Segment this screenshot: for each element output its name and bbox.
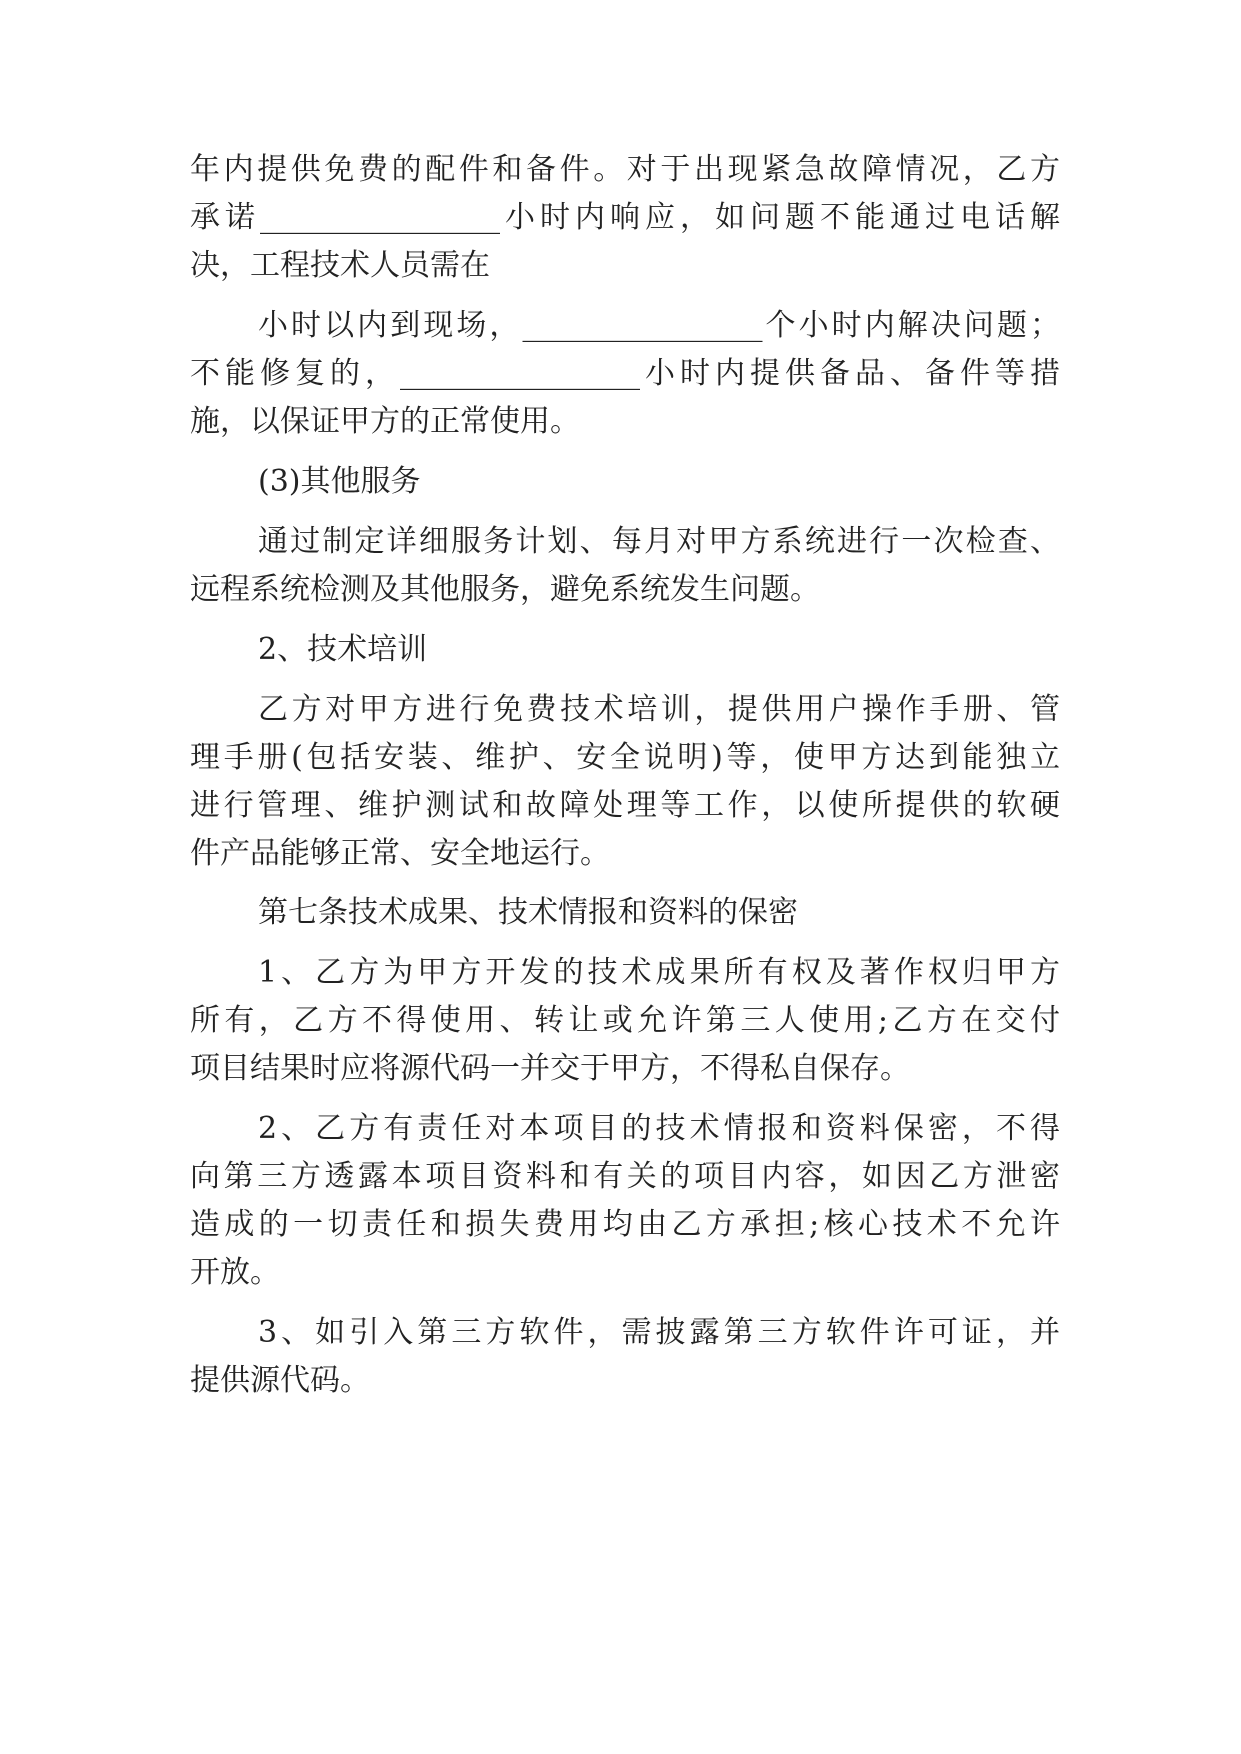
body-text-line: 决，工程技术人员需在: [190, 248, 490, 283]
body-text-line: 远程系统检测及其他服务，避免系统发生问题。: [190, 572, 820, 607]
body-text-line: 开放。: [190, 1255, 280, 1290]
body-text-line: 施，以保证甲方的正常使用。: [190, 404, 580, 439]
body-text-line: 项目结果时应将源代码一并交于甲方，不得私自保存。: [190, 1051, 910, 1086]
body-text-line: 1、乙方为甲方开发的技术成果所有权及著作权归甲方: [258, 955, 1060, 990]
body-text-line: 件产品能够正常、安全地运行。: [190, 836, 610, 871]
body-text-line: 3、如引入第三方软件，需披露第三方软件许可证，并: [258, 1315, 1060, 1350]
body-text-line: 年内提供免费的配件和备件。对于出现紧急故障情况，乙方: [190, 152, 1060, 187]
body-text-line: 小时以内到现场，________________个小时内解决问题；: [258, 308, 1060, 343]
section-heading: (3)其他服务: [258, 464, 421, 499]
body-text-line: 向第三方透露本项目资料和有关的项目内容，如因乙方泄密: [190, 1159, 1060, 1194]
body-text-line: 进行管理、维护测试和故障处理等工作，以使所提供的软硬: [190, 788, 1060, 823]
body-text-line: 理手册(包括安装、维护、安全说明)等，使甲方达到能独立: [190, 740, 1060, 775]
article-heading: 第七条技术成果、技术情报和资料的保密: [258, 895, 798, 930]
body-text-line: 承诺________________小时内响应，如问题不能通过电话解: [190, 200, 1060, 235]
body-text-line: 2、乙方有责任对本项目的技术情报和资料保密，不得: [258, 1111, 1060, 1146]
body-text-line: 不能修复的，________________小时内提供备品、备件等措: [190, 356, 1060, 391]
body-text-line: 通过制定详细服务计划、每月对甲方系统进行一次检查、: [258, 524, 1060, 559]
body-text-line: 所有，乙方不得使用、转让或允许第三人使用;乙方在交付: [190, 1003, 1060, 1038]
body-text-line: 提供源代码。: [190, 1363, 370, 1398]
body-text-line: 造成的一切责任和损失费用均由乙方承担;核心技术不允许: [190, 1207, 1060, 1242]
body-text-line: 乙方对甲方进行免费技术培训，提供用户操作手册、管: [258, 692, 1060, 727]
section-heading: 2、技术培训: [258, 632, 428, 667]
